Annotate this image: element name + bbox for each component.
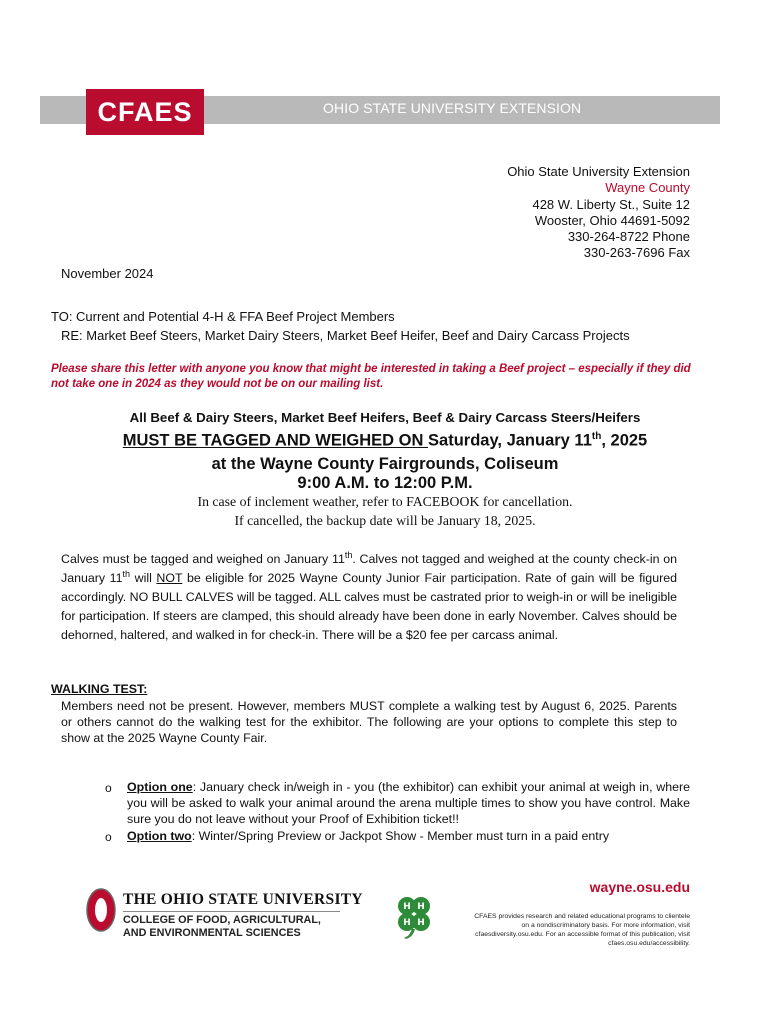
svg-text:H: H <box>417 902 425 912</box>
website-link[interactable]: wayne.osu.edu <box>589 879 690 895</box>
college-line-1: COLLEGE OF FOOD, AGRICULTURAL, <box>123 914 321 926</box>
svg-text:H: H <box>403 902 411 912</box>
weather-line1: In case of inclement weather, refer to FACEBOOK for cancellation. <box>197 494 573 509</box>
letter-date: November 2024 <box>61 266 154 281</box>
must-be-tagged: MUST BE TAGGED AND WEIGHED ON <box>122 431 429 450</box>
calves-text-4: be eligible for 2025 Wayne County Junior Fair participation. Rate of gain will be figured accordingly. NO BULL CALVES will be tagged. ALL calves must be castrated prior to weigh-in or will be ineligible for participation. If steers are clamped, this should already have been done in early November. Calves should be dehorned, haltered, and walked in for check-in. There will be a $20 fee per carcass animal. <box>61 571 677 642</box>
headline-line1: All Beef & Dairy Steers, Market Beef Heifers, Beef & Dairy Carcass Steers/Heifers <box>129 410 641 425</box>
walking-test-heading: WALKING TEST: <box>51 682 148 696</box>
option-one-label: Option one <box>127 780 193 794</box>
osu-wordmark: THE OHIO STATE UNIVERSITY <box>123 891 363 908</box>
option-two <box>127 828 690 844</box>
nondiscrimination-statement: CFAES provides research and related educational programs to clientele on a nondiscriminatory basis. For more information, visit cfaesdiversity.osu.edu. For an accessible format of this publication, visit cfaes.osu.edu/accessibility. <box>474 913 690 947</box>
bullet-marker: o <box>105 781 112 795</box>
header-bar-text: OHIO STATE UNIVERSITY EXTENSION <box>323 100 582 116</box>
address-county: Wayne County <box>605 180 690 196</box>
address-fax: 330-263-7696 Fax <box>583 245 690 261</box>
calves-sup-2: th <box>122 568 131 579</box>
option-one <box>127 779 690 828</box>
svg-text:H: H <box>417 918 425 928</box>
svg-text:H: H <box>403 918 411 928</box>
headline-location: at the Wayne County Fairgrounds, Coliseum <box>211 455 559 473</box>
calves-sup-1: th <box>344 549 353 560</box>
osu-block-o-icon <box>86 888 116 932</box>
option-two-text: : Winter/Spring Preview or Jackpot Show - Member must turn in a paid entry <box>191 829 610 843</box>
calves-text-2: . Calves not tagged and weighed at the county check-in on January 11 <box>61 552 677 585</box>
college-line-2: AND ENVIRONMENTAL SCIENCES <box>123 926 301 939</box>
tag-date-sup: th <box>591 431 602 442</box>
headline-time: 9:00 A.M. to 12:00 P.M. <box>297 474 473 492</box>
cfaes-logo: CFAES <box>86 89 204 135</box>
calves-text-3: will <box>130 571 157 585</box>
to-line: TO: Current and Potential 4-H & FFA Beef Project Members <box>51 309 395 324</box>
calves-text-1: Calves must be tagged and weighed on January 11 <box>61 552 345 566</box>
weather-line2: If cancelled, the backup date will be January 18, 2025. <box>234 513 536 528</box>
address-city: Wooster, Ohio 44691-5092 <box>534 212 690 228</box>
headline-line2 <box>40 431 730 451</box>
footer-divider <box>123 911 340 912</box>
tag-date: Saturday, January 11 <box>428 431 592 450</box>
address-block <box>507 164 690 262</box>
share-notice: Please share this letter with anyone you know that might be interested in taking a Beef project – especially if they did not take one in 2024 as they would not be on our mailing list. <box>51 363 691 390</box>
re-line: RE: Market Beef Steers, Market Dairy Steers, Market Beef Heifer, Beef and Dairy Carcass Projects <box>61 328 630 343</box>
calves-not: NOT <box>156 571 183 585</box>
college-name <box>123 914 321 939</box>
tag-year: , 2025 <box>601 431 648 450</box>
address-org: Ohio State University Extension <box>507 164 690 179</box>
option-two-label: Option two <box>127 829 192 843</box>
address-street: 428 W. Liberty St., Suite 12 <box>532 196 690 212</box>
bullet-marker: o <box>105 830 112 844</box>
option-one-text: : January check in/weigh in - you (the exhibitor) can exhibit your animal at weigh in, where you will be asked to walk your animal around the arena multiple times to show you have control. Make sure you do not leave without your Proof of Exhibition ticket!! <box>127 780 691 827</box>
four-h-clover-icon <box>390 891 438 939</box>
walking-test-text: Members need not be present. However, members MUST complete a walking test by August 6, 2025. Parents or others cannot do the walking test for the exhibitor. The following are your options to complete this step to show at the 2025 Wayne County Fair. <box>61 699 677 746</box>
calves-paragraph <box>61 550 677 645</box>
address-phone: 330-264-8722 Phone <box>567 229 690 245</box>
